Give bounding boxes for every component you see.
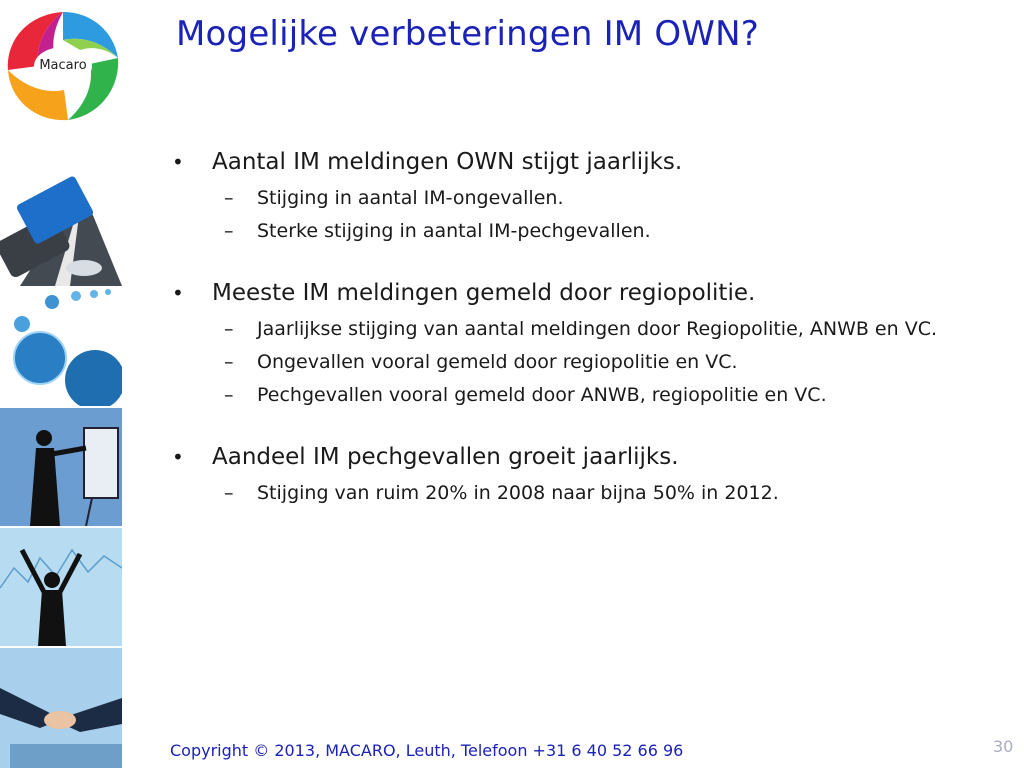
macaro-logo [2, 6, 124, 124]
bullet-group [172, 441, 992, 506]
sub-item [172, 218, 992, 244]
phone-road-image [0, 168, 122, 286]
bullet-symbol: • [172, 150, 184, 174]
sub-text: Pechgevallen vooral gemeld door ANWB, regiopolitie en VC. [257, 384, 827, 406]
globes-image [0, 288, 122, 406]
sub-text: Ongevallen vooral gemeld door regiopolitie en VC. [257, 351, 738, 373]
bullet-group [172, 277, 992, 408]
presenter-image [0, 408, 122, 526]
bullet-text: Aandeel IM pechgevallen groeit jaarlijks. [212, 444, 679, 470]
slide-title: Mogelijke verbeteringen IM OWN? [176, 14, 760, 54]
logo-text: Macaro [39, 58, 87, 73]
bullet-text: Meeste IM meldingen gemeld door regiopolitie. [212, 280, 756, 306]
sub-item [172, 185, 992, 211]
bullet-group [172, 146, 992, 244]
sub-symbol: – [224, 351, 234, 373]
handshake-image [0, 648, 122, 768]
page-number: 30 [993, 737, 1014, 756]
sub-item [172, 316, 992, 342]
sidebar-image-strip [0, 128, 122, 768]
sub-symbol: – [224, 318, 234, 340]
bullet-item [172, 441, 992, 473]
sub-symbol: – [224, 220, 234, 242]
sub-symbol: – [224, 482, 234, 504]
sub-text: Sterke stijging in aantal IM-pechgevallen. [257, 220, 651, 242]
sub-text: Stijging van ruim 20% in 2008 naar bijna 50% in 2012. [257, 482, 779, 504]
bullet-item [172, 146, 992, 178]
footer-copyright: Copyright © 2013, MACARO, Leuth, Telefoon +31 6 40 52 66 96 [170, 741, 684, 760]
sub-item [172, 382, 992, 408]
cheering-man-image [0, 528, 122, 646]
bullet-symbol: • [172, 281, 184, 305]
bullet-text: Aantal IM meldingen OWN stijgt jaarlijks. [212, 149, 683, 175]
bullet-symbol: • [172, 445, 184, 469]
sub-item [172, 349, 992, 375]
slide-content [172, 146, 992, 539]
sub-symbol: – [224, 187, 234, 209]
sub-symbol: – [224, 384, 234, 406]
bullet-item [172, 277, 992, 309]
sub-text: Jaarlijkse stijging van aantal meldingen door Regiopolitie, ANWB en VC. [257, 318, 938, 340]
sub-text: Stijging in aantal IM-ongevallen. [257, 187, 564, 209]
sub-item [172, 480, 992, 506]
